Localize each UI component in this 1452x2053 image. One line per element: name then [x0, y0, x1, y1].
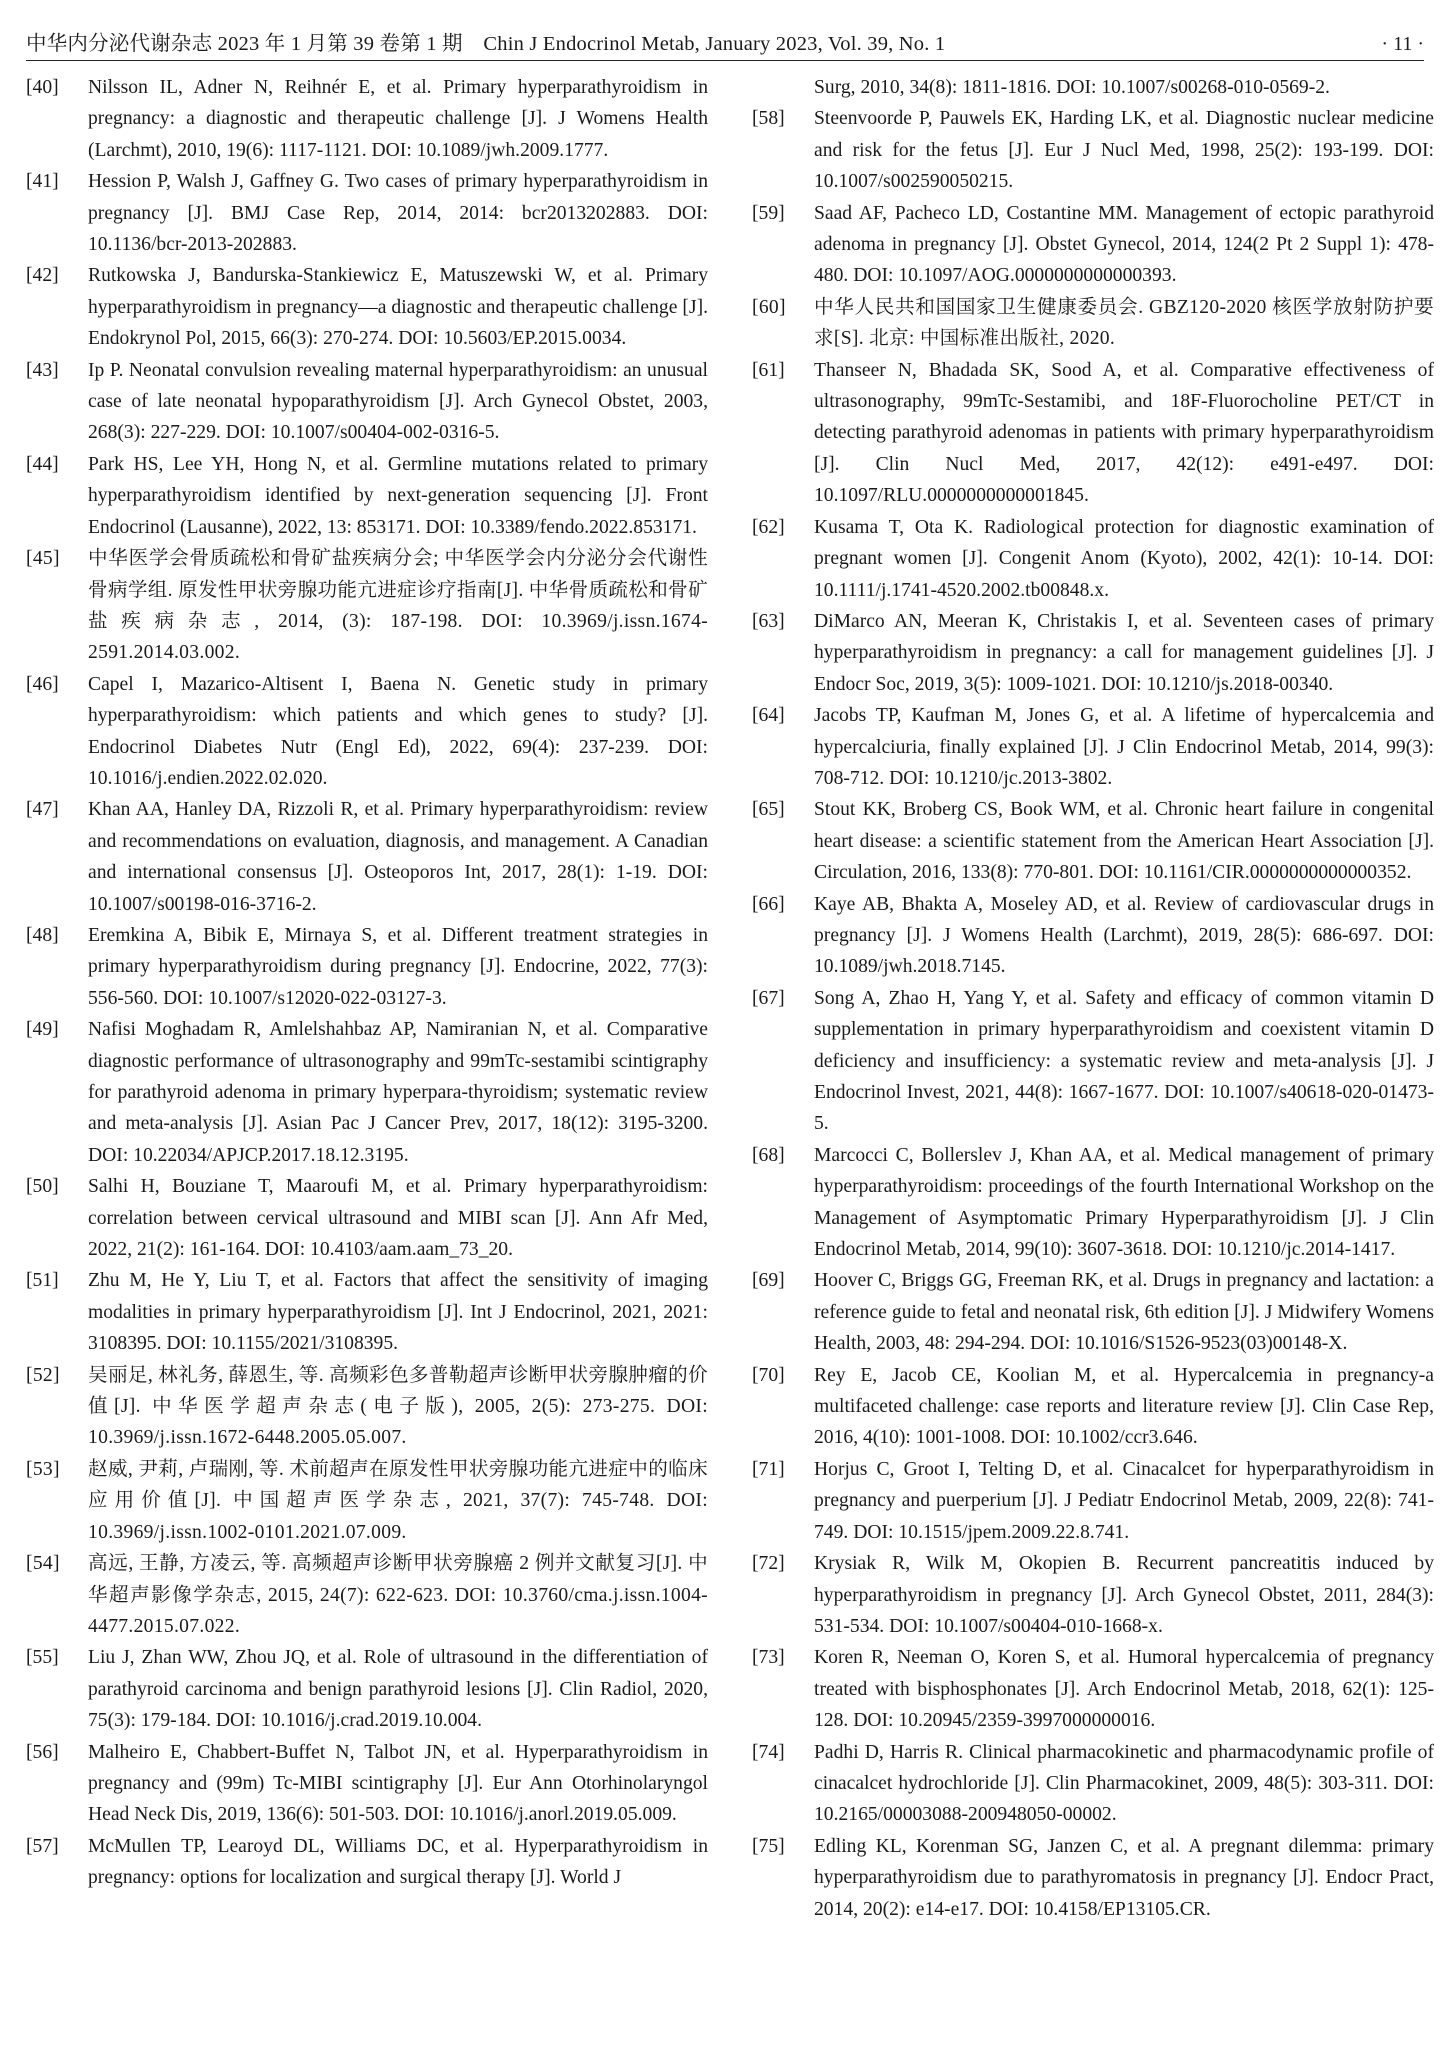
- reference-number: [61]: [752, 359, 785, 381]
- journal-citation-line: 中华内分泌代谢杂志 2023 年 1 月第 39 卷第 1 期 Chin J Endocrinol Metab, January 2023, Vol. 39, No. 1: [26, 33, 946, 55]
- reference-number: [71]: [752, 1458, 785, 1480]
- reference-text: Thanseer N, Bhadada SK, Sood A, et al. Comparative effectiveness of ultrasonography, 99mTc-Sestamibi, and 18F-Fluorocholine PET/CT in detecting parathyroid adenomas in patients with primary hyperparathyroidism [J]. Clin Nucl Med, 2017, 42(12): e491-e497. DOI: 10.1097/RLU.0000000000001845.: [814, 359, 1434, 507]
- reference-text: 高远, 王静, 方凌云, 等. 高频超声诊断甲状旁腺癌 2 例并文献复习[J]. 中华超声影像学杂志, 2015, 24(7): 622-623. DOI: 10.3760/cma.j.issn.1004-4477.2015.07.022.: [88, 1553, 708, 1637]
- reference-number: [56]: [26, 1741, 59, 1763]
- reference-number: [62]: [752, 516, 785, 538]
- reference-text: Nilsson IL, Adner N, Reihnér E, et al. Primary hyperparathyroidism in pregnancy: a diagnostic and therapeutic challenge [J]. J Womens Health (Larchmt), 2010, 19(6): 1117-1121. DOI: 10.1089/jwh.2009.1777.: [88, 77, 708, 161]
- reference-text: Song A, Zhao H, Yang Y, et al. Safety and efficacy of common vitamin D supplementation in primary hyperparathyroidism and coexistent vitamin D deficiency and insufficiency: a systematic review and meta-analysis [J]. J Endocrinol Invest, 2021, 44(8): 1667-1677. DOI: 10.1007/s40618-020-01473-5.: [814, 987, 1434, 1135]
- reference-number: [75]: [752, 1835, 785, 1857]
- reference-item: [752, 700, 1434, 794]
- reference-number: [44]: [26, 453, 59, 475]
- reference-item: [752, 1548, 1434, 1642]
- reference-number: [40]: [26, 77, 59, 98]
- reference-item: [26, 1642, 708, 1736]
- reference-number: [69]: [752, 1270, 785, 1292]
- reference-item: [752, 1265, 1434, 1359]
- reference-item: [26, 1360, 708, 1454]
- reference-item: [26, 794, 708, 920]
- reference-number: [68]: [752, 1144, 785, 1166]
- reference-text: Surg, 2010, 34(8): 1811-1816. DOI: 10.1007/s00268-010-0569-2.: [814, 77, 1330, 98]
- reference-column-left: [26, 72, 708, 1894]
- reference-item: [26, 1014, 708, 1171]
- reference-number: [64]: [752, 705, 785, 727]
- reference-item: [752, 1454, 1434, 1548]
- reference-text: Kusama T, Ota K. Radiological protection for diagnostic examination of pregnant women [J]. Congenit Anom (Kyoto), 2002, 42(1): 10-14. DOI: 10.1111/j.1741-4520.2002.tb00848.x.: [814, 516, 1434, 601]
- reference-text: Padhi D, Harris R. Clinical pharmacokinetic and pharmacodynamic profile of cinacalcet hydrochloride [J]. Clin Pharmacokinet, 2009, 48(5): 303-311. DOI: 10.2165/00003088-200948050-00002.: [814, 1741, 1434, 1826]
- reference-text: Nafisi Moghadam R, Amlelshahbaz AP, Namiranian N, et al. Comparative diagnostic performance of ultrasonography and 99mTc-sestamibi scintigraphy for parathyroid adenoma in primary hyperpara-thyroidism; systematic review and meta-analysis [J]. Asian Pac J Cancer Prev, 2017, 18(12): 3195-3200. DOI: 10.22034/APJCP.2017.18.12.3195.: [88, 1019, 708, 1166]
- reference-item: [26, 1454, 708, 1548]
- reference-number: [50]: [26, 1176, 59, 1198]
- reference-item: [26, 1171, 708, 1265]
- reference-item: [26, 72, 708, 166]
- reference-text: Capel I, Mazarico-Altisent I, Baena N. Genetic study in primary hyperparathyroidism: which patients and which genes to study? [J]. Endocrinol Diabetes Nutr (Engl Ed), 2022, 69(4): 237-239. DOI: 10.1016/j.endien.2022.02.020.: [88, 673, 708, 789]
- reference-text: McMullen TP, Learoyd DL, Williams DC, et al. Hyperparathyroidism in pregnancy: options for localization and surgical therapy [J]. World J: [88, 1835, 708, 1889]
- reference-item: [752, 606, 1434, 700]
- reference-number: [65]: [752, 799, 785, 821]
- reference-item: [26, 1831, 708, 1894]
- reference-item: [26, 920, 708, 1014]
- reference-number: [72]: [752, 1553, 785, 1575]
- reference-text: Rey E, Jacob CE, Koolian M, et al. Hypercalcemia in pregnancy-a multifaceted challenge: case reports and literature review [J]. Clin Case Rep, 2016, 4(10): 1001-1008. DOI: 10.1002/ccr3.646.: [814, 1364, 1434, 1449]
- reference-text: Kaye AB, Bhakta A, Moseley AD, et al. Review of cardiovascular drugs in pregnancy [J]. J Womens Health (Larchmt), 2019, 28(5): 686-697. DOI: 10.1089/jwh.2018.7145.: [814, 893, 1434, 978]
- reference-item: [26, 449, 708, 543]
- running-header: [26, 22, 1424, 61]
- reference-text: DiMarco AN, Meeran K, Christakis I, et al. Seventeen cases of primary hyperparathyroidism in pregnancy: a call for management guidelines [J]. J Endocr Soc, 2019, 3(5): 1009-1021. DOI: 10.1210/js.2018-00340.: [814, 610, 1434, 695]
- reference-text: Jacobs TP, Kaufman M, Jones G, et al. A lifetime of hypercalcemia and hypercalciuria, finally explained [J]. J Clin Endocrinol Metab, 2014, 99(3): 708-712. DOI: 10.1210/jc.2013-3802.: [814, 705, 1434, 789]
- reference-item: [26, 260, 708, 354]
- reference-item: [26, 543, 708, 669]
- reference-item: [752, 292, 1434, 355]
- reference-number: [51]: [26, 1270, 59, 1292]
- reference-item: [26, 355, 708, 449]
- reference-text: Eremkina A, Bibik E, Mirnaya S, et al. Different treatment strategies in primary hyperparathyroidism during pregnancy [J]. Endocrine, 2022, 77(3): 556-560. DOI: 10.1007/s12020-022-03127-3.: [88, 924, 708, 1009]
- reference-item: [752, 1737, 1434, 1831]
- reference-text: Koren R, Neeman O, Koren S, et al. Humoral hypercalcemia of pregnancy treated with bisphosphonates [J]. Arch Endocrinol Metab, 2018, 62(1): 125-128. DOI: 10.20945/2359-3997000000016.: [814, 1647, 1434, 1732]
- reference-text: Malheiro E, Chabbert-Buffet N, Talbot JN, et al. Hyperparathyroidism in pregnancy and (99m) Tc-MIBI scintigraphy [J]. Eur Ann Otorhinolaryngol Head Neck Dis, 2019, 136(6): 501-503. DOI: 10.1016/j.anorl.2019.05.009.: [88, 1741, 708, 1826]
- reference-number: [59]: [752, 202, 785, 224]
- reference-text: Hoover C, Briggs GG, Freeman RK, et al. Drugs in pregnancy and lactation: a reference guide to fetal and neonatal risk, 6th edition [J]. J Midwifery Womens Health, 2003, 48: 294-294. DOI: 10.1016/S1526-9523(03)00148-X.: [814, 1270, 1434, 1355]
- reference-number: [53]: [26, 1458, 60, 1480]
- reference-text: 吴丽足, 林礼务, 薛恩生, 等. 高频彩色多普勒超声诊断甲状旁腺肿瘤的价值[J]. 中华医学超声杂志(电子版), 2005, 2(5): 273-275. DOI: 10.3969/j.issn.1672-6448.2005.05.007.: [88, 1364, 708, 1449]
- reference-number: [67]: [752, 987, 785, 1009]
- reference-item: [752, 512, 1434, 606]
- reference-text: Hession P, Walsh J, Gaffney G. Two cases of primary hyperparathyroidism in pregnancy [J]. BMJ Case Rep, 2014, 2014: bcr2013202883. DOI: 10.1136/bcr-2013-202883.: [88, 171, 708, 256]
- reference-item: [26, 669, 708, 795]
- reference-item: [752, 889, 1434, 983]
- reference-item: [752, 983, 1434, 1140]
- reference-item: [752, 1360, 1434, 1454]
- reference-item: [26, 1265, 708, 1359]
- reference-item: [26, 1737, 708, 1831]
- reference-column-right: [752, 72, 1434, 1925]
- reference-text: Steenvoorde P, Pauwels EK, Harding LK, et al. Diagnostic nuclear medicine and risk for the fetus [J]. Eur J Nucl Med, 1998, 25(2): 193-199. DOI: 10.1007/s002590050215.: [814, 108, 1434, 193]
- reference-number: [45]: [26, 548, 60, 570]
- reference-text: Zhu M, He Y, Liu T, et al. Factors that affect the sensitivity of imaging modalities in primary hyperparathyroidism [J]. Int J Endocrinol, 2021, 2021: 3108395. DOI: 10.1155/2021/3108395.: [88, 1270, 708, 1355]
- reference-text: Saad AF, Pacheco LD, Costantine MM. Management of ectopic parathyroid adenoma in pregnancy [J]. Obstet Gynecol, 2014, 124(2 Pt 2 Suppl 1): 478-480. DOI: 10.1097/AOG.0000000000000393.: [814, 202, 1434, 287]
- reference-text: Liu J, Zhan WW, Zhou JQ, et al. Role of ultrasound in the differentiation of parathyroid carcinoma and benign parathyroid lesions [J]. Clin Radiol, 2020, 75(3): 179-184. DOI: 10.1016/j.crad.2019.10.004.: [88, 1647, 708, 1732]
- page-number: · 11 ·: [1381, 33, 1424, 55]
- reference-item: [752, 355, 1434, 512]
- reference-item: [752, 1140, 1434, 1266]
- reference-text: Marcocci C, Bollerslev J, Khan AA, et al. Medical management of primary hyperparathyroidism: proceedings of the fourth International Workshop on the Management of Asymptomatic Primary Hyperparathyroidism [J]. J Clin Endocrinol Metab, 2014, 99(10): 3607-3618. DOI: 10.1210/jc.2014-1417.: [814, 1144, 1434, 1261]
- reference-item: [752, 72, 1434, 103]
- reference-number: [46]: [26, 673, 59, 695]
- reference-text: Krysiak R, Wilk M, Okopien B. Recurrent pancreatitis induced by hyperparathyroidism in pregnancy [J]. Arch Gynecol Obstet, 2011, 284(3): 531-534. DOI: 10.1007/s00404-010-1668-x.: [814, 1553, 1434, 1637]
- reference-text: 赵威, 尹莉, 卢瑞刚, 等. 术前超声在原发性甲状旁腺功能亢进症中的临床应用价值[J]. 中国超声医学杂志, 2021, 37(7): 745-748. DOI: 10.3969/j.issn.1002-0101.2021.07.009.: [88, 1458, 708, 1543]
- reference-number: [58]: [752, 108, 785, 130]
- reference-number: [60]: [752, 296, 786, 318]
- reference-item: [26, 166, 708, 260]
- reference-item: [752, 1831, 1434, 1925]
- reference-number: [55]: [26, 1647, 59, 1669]
- reference-number: [73]: [752, 1647, 785, 1669]
- reference-number: [54]: [26, 1553, 60, 1575]
- reference-text: Khan AA, Hanley DA, Rizzoli R, et al. Primary hyperparathyroidism: review and recommendations on evaluation, diagnosis, and management. A Canadian and international consensus [J]. Osteoporos Int, 2017, 28(1): 1-19. DOI: 10.1007/s00198-016-3716-2.: [88, 799, 708, 915]
- reference-text: Horjus C, Groot I, Telting D, et al. Cinacalcet for hyperparathyroidism in pregnancy and puerperium [J]. J Pediatr Endocrinol Metab, 2009, 22(8): 741-749. DOI: 10.1515/jpem.2009.22.8.741.: [814, 1458, 1434, 1543]
- reference-text: Ip P. Neonatal convulsion revealing maternal hyperparathyroidism: an unusual case of late neonatal hypoparathyroidism [J]. Arch Gynecol Obstet, 2003, 268(3): 227-229. DOI: 10.1007/s00404-002-0316-5.: [88, 359, 708, 444]
- reference-number: [66]: [752, 893, 785, 915]
- reference-number: [70]: [752, 1364, 785, 1386]
- reference-number: [41]: [26, 171, 59, 193]
- reference-text: Rutkowska J, Bandurska-Stankiewicz E, Matuszewski W, et al. Primary hyperparathyroidism in pregnancy—a diagnostic and therapeutic challenge [J]. Endokrynol Pol, 2015, 66(3): 270-274. DOI: 10.5603/EP.2015.0034.: [88, 265, 708, 350]
- reference-text: Stout KK, Broberg CS, Book WM, et al. Chronic heart failure in congenital heart disease: a scientific statement from the American Heart Association [J]. Circulation, 2016, 133(8): 770-801. DOI: 10.1161/CIR.0000000000000352.: [814, 799, 1434, 884]
- reference-text: 中华人民共和国国家卫生健康委员会. GBZ120-2020 核医学放射防护要求[S]. 北京: 中国标准出版社, 2020.: [814, 296, 1434, 350]
- reference-number: [52]: [26, 1364, 60, 1386]
- reference-item: [752, 103, 1434, 197]
- reference-number: [63]: [752, 610, 785, 632]
- reference-number: [74]: [752, 1741, 785, 1763]
- reference-text: 中华医学会骨质疏松和骨矿盐疾病分会; 中华医学会内分泌分会代谢性骨病学组. 原发性甲状旁腺功能亢进症诊疗指南[J]. 中华骨质疏松和骨矿盐疾病杂志, 2014, (3): 187-198. DOI: 10.3969/j.issn.1674-2591.2014.03.002.: [88, 548, 708, 664]
- reference-number: [57]: [26, 1835, 59, 1857]
- reference-item: [752, 794, 1434, 888]
- reference-text: Park HS, Lee YH, Hong N, et al. Germline mutations related to primary hyperparathyroidism identified by next-generation sequencing [J]. Front Endocrinol (Lausanne), 2022, 13: 853171. DOI: 10.3389/fendo.2022.853171.: [88, 453, 708, 538]
- reference-text: Edling KL, Korenman SG, Janzen C, et al. A pregnant dilemma: primary hyperparathyroidism due to parathyromatosis in pregnancy [J]. Endocr Pract, 2014, 20(2): e14-e17. DOI: 10.4158/EP13105.CR.: [814, 1835, 1434, 1920]
- reference-item: [26, 1548, 708, 1642]
- reference-text: Salhi H, Bouziane T, Maaroufi M, et al. Primary hyperparathyroidism: correlation between cervical ultrasound and MIBI scan [J]. Ann Afr Med, 2022, 21(2): 161-164. DOI: 10.4103/aam.aam_73_20.: [88, 1176, 708, 1261]
- reference-number: [43]: [26, 359, 59, 381]
- reference-number: [47]: [26, 799, 59, 821]
- reference-number: [48]: [26, 924, 59, 946]
- reference-item: [752, 198, 1434, 292]
- reference-item: [752, 1642, 1434, 1736]
- reference-number: [49]: [26, 1019, 59, 1041]
- reference-number: [42]: [26, 265, 59, 287]
